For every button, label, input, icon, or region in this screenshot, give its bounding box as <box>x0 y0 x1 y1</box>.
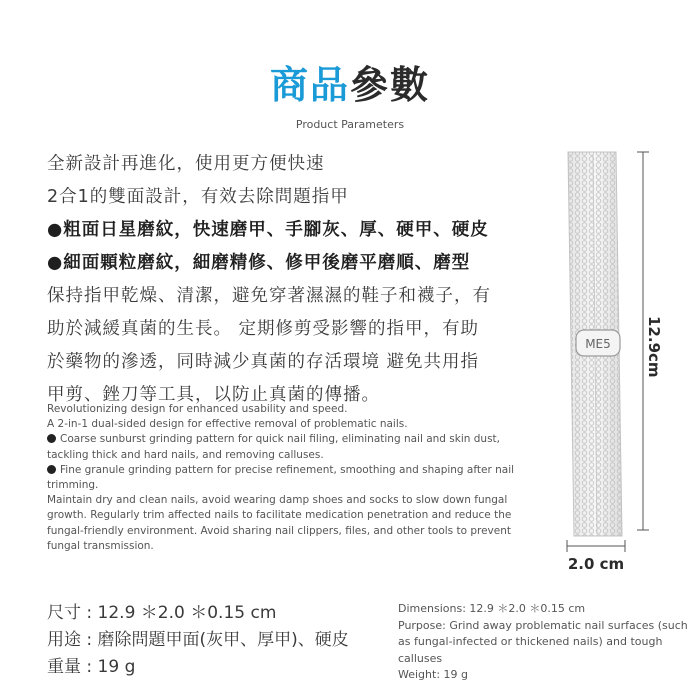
page-subtitle: Product Parameters <box>295 118 405 131</box>
title-part-2: 參數 <box>350 63 431 107</box>
bullet-icon <box>47 434 56 443</box>
zh-line: 甲剪、銼刀等工具，以防止真菌的傳播。 <box>47 385 380 405</box>
page-title <box>0 62 700 108</box>
en-line: Revolutionizing design for enhanced usability and speed. <box>47 403 348 415</box>
zh-line-bullet: ●粗面日星磨紋，快速磨甲、手腳灰、厚、硬甲、硬皮 <box>47 220 489 240</box>
en-bullet-text: Coarse sunburst grinding pattern for quick nail filing, eliminating nail and skin dust, tackling thick and hard nails, and removing calluses. <box>47 433 501 461</box>
spec-dimensions-en: Dimensions: 12.9 ＊2.0 ＊0.15 cm <box>398 602 586 615</box>
specs-en <box>398 601 688 684</box>
zh-line-bullet: ●細面顆粒磨紋，細磨精修、修甲後磨平磨順、磨型 <box>47 253 471 273</box>
height-dimension-label: 12.9cm <box>645 316 663 378</box>
logo-text: ME5 <box>585 337 611 351</box>
width-dimension-label: 2.0 cm <box>567 555 625 573</box>
description-zh <box>47 148 527 412</box>
zh-line: 助於減緩真菌的生長。 定期修剪受影響的指甲，有助 <box>47 319 480 339</box>
en-bullet-text: Fine granule grinding pattern for precise refinement, smoothing and shaping after nail trimming. <box>47 463 515 492</box>
spec-purpose-en: Purpose: Grind away problematic nail surfaces (such as fungal-infected or thickened nails) and tough calluses <box>398 618 688 665</box>
zh-line: 全新設計再進化，使用更方便快速 <box>47 154 325 174</box>
en-line: A 2-in-1 dual-sided design for effective removal of problematic nails. <box>47 418 408 431</box>
zh-line: 保持指甲乾燥、清潔，避免穿著濕濕的鞋子和襪子，有 <box>47 286 491 306</box>
title-part-1: 商品 <box>269 63 350 107</box>
spec-purpose: 用途 : 磨除問題甲面(灰甲、厚甲)、硬皮 <box>47 630 349 650</box>
spec-weight-en: Weight: 19 g <box>398 668 469 681</box>
spec-weight: 重量 : 19 g <box>47 657 136 677</box>
zh-line: 於藥物的滲透，同時減少真菌的存活環境 避免共用指 <box>47 352 480 372</box>
zh-line: 2合1的雙面設計，有效去除問題指甲 <box>47 187 349 207</box>
description-en <box>47 402 517 554</box>
nail-file-image <box>560 150 630 550</box>
en-bullet <box>47 432 517 462</box>
spec-size: 尺寸 : 12.9 ＊2.0 ＊0.15 cm <box>47 603 277 623</box>
bullet-icon <box>47 465 56 474</box>
en-paragraph: Maintain dry and clean nails, avoid wearing damp shoes and socks to slow down fungal growth. Regularly trim affected nails to facilitate medication penetration and reduce the fungal-friendly environment. Avoid sharing nail clippers, files, and other tools to prevent fungal transmission. <box>47 494 512 552</box>
specs-zh <box>47 600 387 681</box>
width-dimension-line <box>565 536 627 556</box>
en-bullet <box>47 463 517 493</box>
